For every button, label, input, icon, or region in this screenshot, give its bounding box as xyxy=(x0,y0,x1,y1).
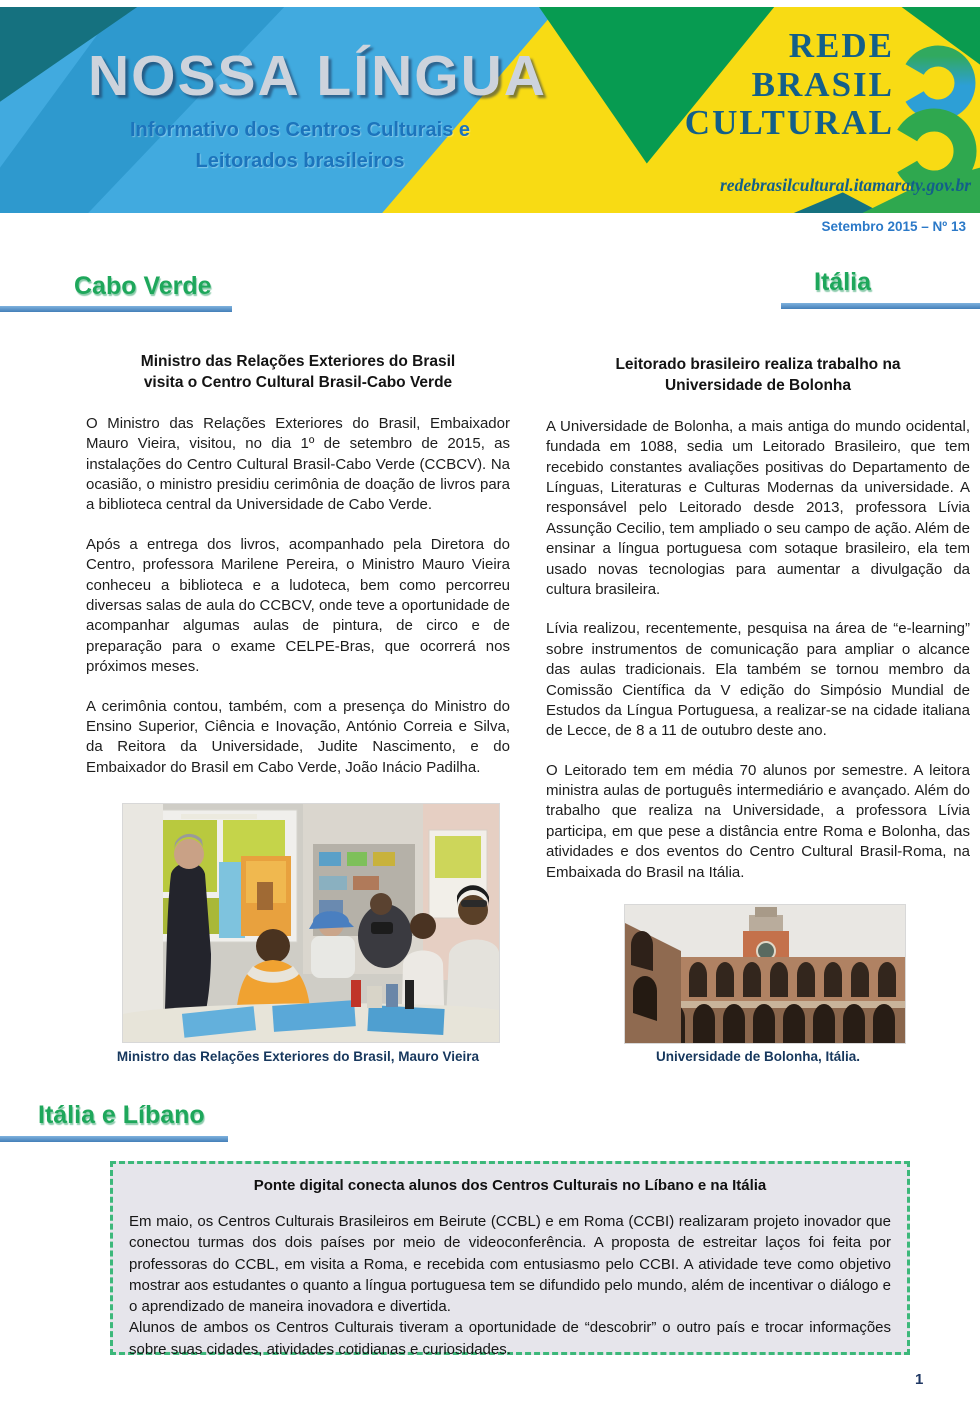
photo-caption-bolonha: Universidade de Bolonha, Itália. xyxy=(655,1049,861,1064)
photo-caption-cabo-verde: Ministro das Relações Exteriores do Brasil, Mauro Vieira xyxy=(116,1049,480,1064)
article-title-cabo-verde: Ministro das Relações Exteriores do Brasil visita o Centro Cultural Brasil-Cabo Verde xyxy=(140,353,456,391)
section-rule-italia-libano xyxy=(0,1136,228,1142)
brand-line-cultural: CULTURAL xyxy=(684,103,894,142)
highlight-box-paragraph: Em maio, os Centros Culturais Brasileiros em Beirute (CCBL) e em Roma (CCBI) realizaram projeto inovador que conectou turmas dos dois países por meio de videoconferência. A proposta de estreitar laços foi feita por professoras do CCBL, em visita a Roma, e recebida com entusiasmo pelo CCBI. A atividade teve como objetivo mostrar aos estudantes o quanto a língua portuguesa tem se difundido pelo mundo, além de incentivar o diálogo e o aprendizado de maneira inovadora e divertida. xyxy=(129,1213,891,1316)
section-rule-italia xyxy=(781,303,980,309)
section-heading-italia: Itália xyxy=(814,268,871,296)
highlight-box xyxy=(110,1161,910,1358)
page-number: 1 xyxy=(915,1371,924,1388)
highlight-box-paragraph: Alunos de ambos os Centros Culturais tiveram a oportunidade de “descobrir” o outro país e trocar informações sobre suas cidades, atividades cotidianas e curiosidades. xyxy=(129,1319,891,1358)
newsletter-title: NOSSA LÍNGUA xyxy=(88,44,547,108)
brand-wordmark xyxy=(685,27,894,143)
section-rule-cabo-verde xyxy=(0,306,232,312)
article-paragraph: O Ministro das Relações Exteriores do Brasil, Embaixador Mauro Vieira, visitou, no dia 1º de setembro de 2015, as instalações do Centro Cultural Brasil-Cabo Verde (CCBCV). Na ocasião, o ministro presidiu cerimônia de doação de livros para a biblioteca central da Universidade de Cabo Verde. xyxy=(86,414,510,514)
subtitle-line-2: Leitorados brasileiros xyxy=(195,150,405,172)
article-paragraph: A cerimônia contou, também, com a presença do Ministro do Ensino Superior, Ciência e Inovação, António Correia e Silva, da Reitora da Universidade, Judite Nascimento, e do Embaixador do Brasil em Cabo Verde, João Inácio Padilha. xyxy=(86,697,510,776)
article-paragraph: O Leitorado tem em média 70 alunos por semestre. A leitora ministra aulas de português intermediário e avançado. Além do trabalho que realiza na Universidade, a professora Lívia participa, em que pese a distância entre Roma e Bolonha, das atividades e dos eventos do Centro Cultural Brasil-Roma, na Embaixada do Brasil na Itália. xyxy=(546,761,970,881)
rede-brasil-cultural-logo-icon xyxy=(894,35,980,195)
article-paragraph: Lívia realizou, recentemente, pesquisa na área de “e-learning” sobre instrumentos de comunicação para ampliar o alcance das aulas tradicionais. Ela também se tornou membro da Comissão Científica da V edição do Simpósio Mundial de Estudos da Língua Portuguesa, a realizar-se na cidade italiana de Lecce, de 8 a 11 de outubro deste ano. xyxy=(546,620,970,740)
masthead-banner xyxy=(0,7,980,213)
brand-line-rede: REDE xyxy=(788,26,894,65)
subtitle-line-1: Informativo dos Centros Culturais e xyxy=(129,119,471,141)
brand-line-brasil: BRASIL xyxy=(751,64,894,104)
article-cabo-verde xyxy=(86,352,510,797)
article-paragraph: A Universidade de Bolonha, a mais antiga do mundo ocidental, fundada em 1088, sedia um Leitorado Brasileiro, que tem recebido constantes avaliações positivas do Departamento de Línguas, Literaturas e Culturas Modernas da universidade. A responsável pelo Leitorado desde 2013, professora Lívia Assunção Cecilio, tem ampliado o seu campo de ação. Além de ensinar a língua portuguesa com sotaque brasileiro, ela tem usado novas tecnologias para aumentar a divulgação da cultura brasileira. xyxy=(546,417,970,598)
issue-date: Setembro 2015 – Nº 13 xyxy=(821,219,966,234)
bologna-courtyard-photo xyxy=(624,904,906,1044)
highlight-box-title: Ponte digital conecta alunos dos Centros Culturais no Líbano e na Itália xyxy=(253,1177,767,1194)
classroom-visit-photo xyxy=(122,803,500,1043)
section-heading-cabo-verde: Cabo Verde xyxy=(74,272,212,300)
newsletter-subtitle xyxy=(100,115,500,177)
article-paragraph: Após a entrega dos livros, acompanhado pela Diretora do Centro, professora Marilene Pereira, o Ministro Mauro Vieira conheceu a biblioteca e a ludoteca, bem como percorreu diversas salas de aula do CCBCV, onde teve a oportunidade de acompanhar algumas aulas de pintura, de circo e de preparação para o exame CELPE-Bras, que ocorrerá nos próximos meses. xyxy=(86,535,510,676)
article-bolonha xyxy=(546,355,970,902)
article-title-bolonha: Leitorado brasileiro realiza trabalho na Universidade de Bolonha xyxy=(615,356,901,394)
brand-url: redebrasilcultural.itamaraty.gov.br xyxy=(720,175,971,195)
section-heading-italia-libano: Itália e Líbano xyxy=(38,1101,205,1129)
